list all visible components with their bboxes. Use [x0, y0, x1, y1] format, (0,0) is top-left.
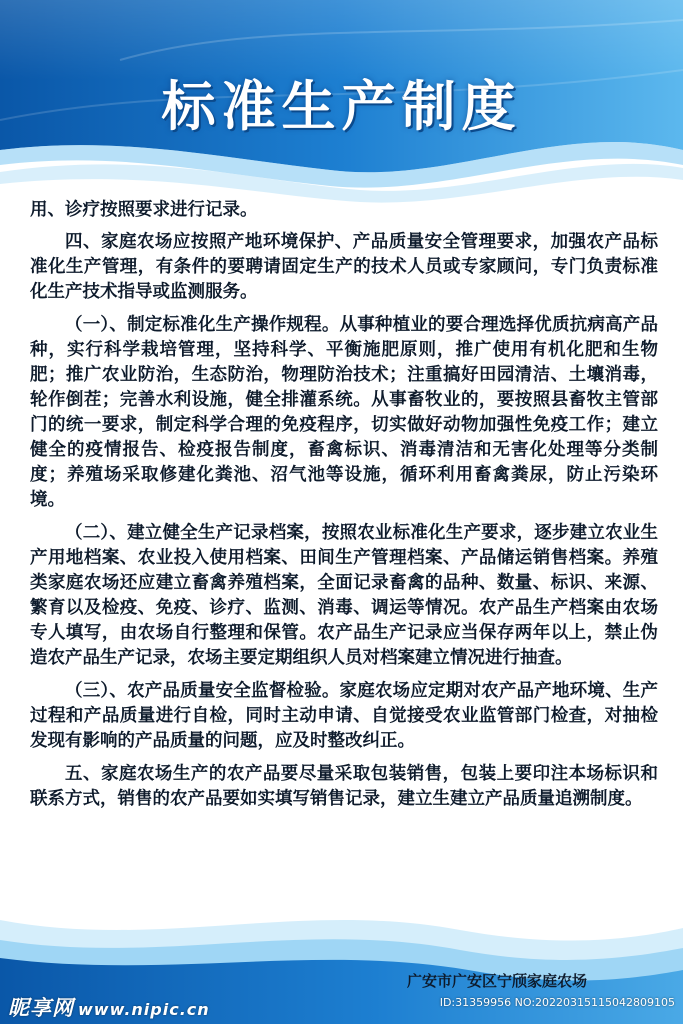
page-title: 标准生产制度: [161, 75, 522, 138]
watermark-url: www.nipic.cn: [78, 1000, 210, 1019]
paragraph-section-5: 五、家庭农场生产的农产品要尽量采取包装销售，包装上要印注本场标识和联系方式，销售的农产品要如实填写销售记录，建立生建立产品质量追溯制度。: [30, 764, 658, 809]
watermark-logo: [8, 992, 210, 1022]
paragraph-item-2: （二）、建立健全生产记录档案，按照农业标准化生产要求，逐步建立农业生产用地档案、农业投入使用档案、田间生产管理档案、产品储运销售档案。养殖类家庭农场还应建立畜禽养殖档案，全面记录畜禽的品种、数量、标识、来源、繁育以及检疫、免疫、诊疗、监测、消毒、调运等情况。农产品生产档案由农场专人填写，由农场自行整理和保管。农产品生产记录应当保存两年以上，禁止伪造农产品生产记录，农场主要定期组织人员对档案建立情况进行抽查。: [30, 523, 658, 668]
watermark-brand: 昵享网: [8, 996, 74, 1020]
paragraph-continuation: 用、诊疗按照要求进行记录。: [30, 200, 258, 220]
paragraph-item-1: （一）、制定标准化生产操作规程。从事种植业的要合理选择优质抗病高产品种，实行科学栽培管理，坚持科学、平衡施肥原则，推广使用有机化肥和生物肥；推广农业防治，生态防治，物理防治技术；注重搞好田园清洁、土壤消毒，轮作倒茬；完善水利设施，健全排灌系统。从事畜牧业的，要按照县畜牧主管部门的统一要求，制定科学合理的免疫程序，切实做好动物加强性免疫工作；建立健全的疫情报告、检疫报告制度，畜禽标识、消毒清洁和无害化处理等分类制度；养殖场采取修建化粪池、沼气池等设施，循环利用畜禽粪尿，防止污染环境。: [30, 315, 658, 510]
organization-name: 广安市广安区宁颀家庭农场: [406, 972, 587, 990]
paragraph-item-3: （三）、农产品质量安全监督检验。家庭农场应定期对农产品产地环境、生产过程和产品质量进行自检，同时主动申请、自觉接受农业监管部门检查，对抽检发现有影响的产品质量的问题，应及时整改纠正。: [30, 681, 658, 751]
paragraph-section-4: 四、家庭农场应按照产地环境保护、产品质量安全管理要求，加强农产品标准化生产管理，有条件的要聘请固定生产的技术人员或专家顾问，专门负责标准化生产技术指导或监测服务。: [30, 232, 658, 302]
watermark-id: ID:31359956 NO:20220315115042809105: [439, 996, 675, 1009]
regulation-body: [30, 198, 658, 820]
